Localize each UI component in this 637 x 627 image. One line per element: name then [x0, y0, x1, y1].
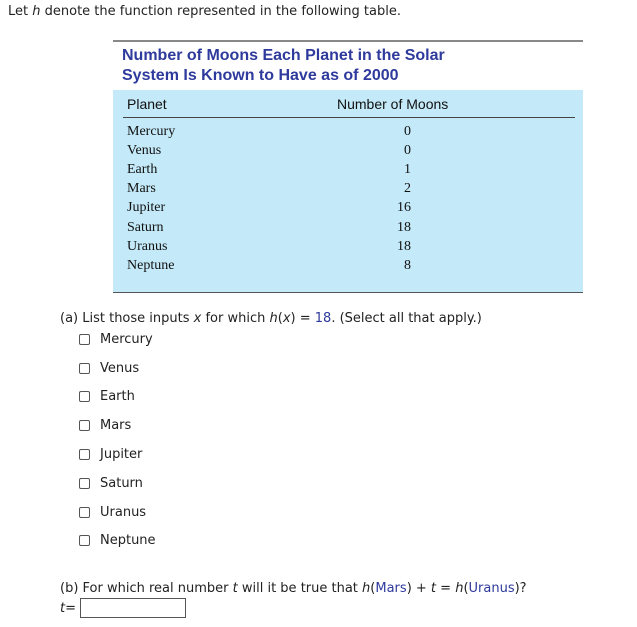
answer-equals: =	[65, 600, 77, 616]
table-row	[113, 124, 583, 143]
option-earth[interactable]	[79, 388, 135, 404]
qb-var-h2: h	[455, 581, 464, 596]
option-uranus[interactable]	[79, 504, 146, 520]
qb-text-3: (	[370, 581, 376, 596]
moons-cell: 1	[404, 162, 411, 177]
table-row	[113, 162, 583, 181]
qa-var-x: x	[193, 311, 202, 326]
qb-uranus: Uranus	[468, 581, 515, 596]
qa-text-1: (a) List those inputs	[60, 311, 194, 326]
intro-text	[8, 4, 401, 19]
table-row	[113, 258, 583, 277]
option-label: Uranus	[100, 504, 147, 520]
column-header-planet: Planet	[127, 96, 167, 112]
moons-cell: 2	[404, 181, 411, 196]
header-rule	[123, 117, 575, 118]
planet-cell: Earth	[127, 162, 158, 177]
option-label: Mars	[100, 417, 132, 433]
option-mars[interactable]	[79, 417, 131, 433]
intro-suffix: denote the function represented in the following table.	[40, 4, 401, 19]
checkbox-earth[interactable]	[79, 391, 90, 402]
t-answer-input[interactable]	[80, 598, 186, 618]
checkbox-venus[interactable]	[79, 363, 90, 374]
option-label: Jupiter	[100, 446, 143, 462]
qa-var-x2: x	[282, 311, 291, 326]
planet-cell: Mars	[127, 181, 156, 196]
table-row	[113, 200, 583, 219]
option-mercury[interactable]	[79, 331, 153, 347]
option-label: Saturn	[100, 475, 143, 491]
qa-value: 18	[314, 311, 332, 326]
qb-text-2: will it be true that	[237, 581, 363, 596]
option-label: Neptune	[100, 532, 156, 548]
moons-cell: 18	[397, 239, 411, 254]
checkbox-mars[interactable]	[79, 420, 90, 431]
checkbox-jupiter[interactable]	[79, 449, 90, 460]
planet-cell: Venus	[127, 143, 162, 158]
qb-text-4: ) +	[406, 581, 431, 596]
option-saturn[interactable]	[79, 475, 143, 491]
table-body	[113, 90, 583, 292]
intro-prefix: Let	[8, 4, 33, 19]
option-venus[interactable]	[79, 360, 139, 376]
qa-text-4: ) =	[290, 311, 315, 326]
option-label: Mercury	[100, 331, 153, 347]
planet-cell: Mercury	[127, 124, 176, 139]
planet-cell: Saturn	[127, 220, 164, 235]
checkbox-neptune[interactable]	[79, 535, 90, 546]
option-label: Earth	[100, 388, 135, 404]
qa-text-2: for which	[201, 311, 270, 326]
option-jupiter[interactable]	[79, 446, 142, 462]
option-label: Venus	[100, 360, 140, 376]
checkbox-saturn[interactable]	[79, 478, 90, 489]
qa-var-h: h	[269, 311, 278, 326]
table-title-line2: System Is Known to Have as of 2000	[122, 67, 399, 84]
option-neptune[interactable]	[79, 532, 156, 548]
table-row	[113, 220, 583, 239]
qb-var-h1: h	[362, 581, 371, 596]
answer-row	[60, 598, 186, 618]
qb-var-t2: t	[430, 581, 437, 596]
qb-text-6: (	[463, 581, 469, 596]
table-row	[113, 239, 583, 258]
checkbox-uranus[interactable]	[79, 507, 90, 518]
table-header-row	[113, 90, 583, 118]
table-bottom-rule	[113, 292, 583, 293]
planet-cell: Jupiter	[127, 200, 166, 215]
table-title-line1: Number of Moons Each Planet in the Solar	[122, 47, 445, 64]
moons-cell: 16	[397, 200, 411, 215]
qb-text-5: =	[436, 581, 456, 596]
moons-cell: 8	[404, 258, 411, 273]
table-title	[113, 42, 583, 90]
checkbox-mercury[interactable]	[79, 334, 90, 345]
column-header-moons: Number of Moons	[337, 96, 449, 112]
question-a-prompt	[60, 311, 482, 326]
moons-table	[113, 40, 583, 293]
moons-cell: 18	[397, 220, 411, 235]
intro-var-h: h	[32, 4, 41, 19]
answer-var-t: t	[60, 600, 66, 616]
qa-text-5: . (Select all that apply.)	[331, 311, 482, 326]
question-b-prompt	[60, 581, 527, 596]
qb-text-1: (b) For which real number	[60, 581, 233, 596]
planet-cell: Neptune	[127, 258, 175, 273]
planet-cell: Uranus	[127, 239, 168, 254]
table-row	[113, 181, 583, 200]
qb-text-7: )?	[514, 581, 527, 596]
moons-cell: 0	[404, 143, 411, 158]
moons-cell: 0	[404, 124, 411, 139]
qa-text-3: (	[277, 311, 283, 326]
qb-var-t: t	[232, 581, 238, 596]
qb-mars: Mars	[375, 581, 407, 596]
table-row	[113, 143, 583, 162]
